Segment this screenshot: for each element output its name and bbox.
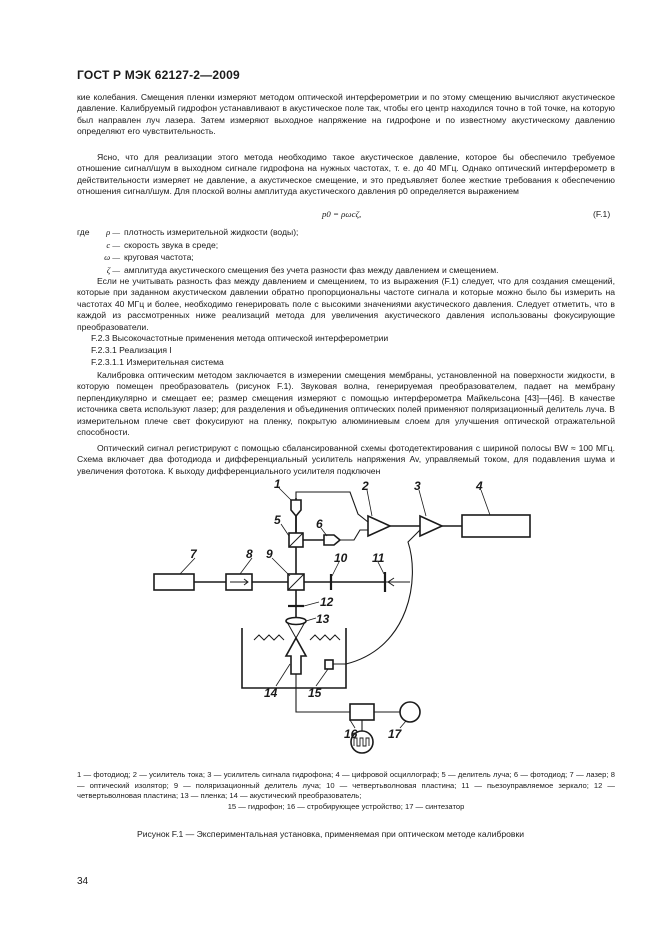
digital-oscilloscope bbox=[462, 515, 530, 537]
strobe-device bbox=[350, 704, 374, 720]
figure-legend-line: 15 — гидрофон; 16 — стробирующее устройство; 17 — синтезатор bbox=[227, 801, 465, 811]
figure-label-7: 7 bbox=[190, 547, 197, 561]
definitions-list bbox=[77, 226, 499, 276]
hydrophone bbox=[325, 660, 333, 669]
heading-f-2-3-1-1: F.2.3.1.1 Измерительная система bbox=[91, 357, 224, 367]
figure-label-4: 4 bbox=[476, 479, 483, 493]
definition-prefix bbox=[77, 264, 100, 277]
figure-label-12: 12 bbox=[320, 595, 334, 609]
experimental-setup-diagram bbox=[150, 478, 550, 770]
definition-row bbox=[77, 251, 499, 264]
definition-prefix bbox=[77, 251, 100, 264]
definition-text: амплитуда акустического смещения без учета разности фаз между давлением и смещением. bbox=[124, 264, 499, 275]
definition-row bbox=[77, 226, 499, 239]
figure-label-5: 5 bbox=[274, 513, 281, 527]
synthesizer bbox=[400, 702, 420, 722]
figure-label-14: 14 bbox=[264, 686, 278, 700]
definition-text: плотность измерительной жидкости (воды); bbox=[124, 227, 299, 237]
definition-prefix: где bbox=[77, 227, 90, 237]
figure-label-11: 11 bbox=[372, 551, 385, 565]
definition-row bbox=[77, 239, 499, 252]
figure-label-13: 13 bbox=[316, 612, 330, 626]
photodiode-1 bbox=[291, 500, 301, 516]
paragraph-4: Калибровка оптическим методом заключается в измерении смещения мембраны, установленной на поверхности жидкости, в которую помещен преобразователь (рисунок F.1). Звуковая волна, генерируемая преобразователем, падает на мембрану перпендикулярно и смещает ее; размер смещения измеряют с помощью интерферометра Майкельсона [43]—[46]. В качестве источника света используют лазер; для разделения и объединения оптических полей применяют поляризационный делитель луча. В измерительном плече свет фокусируют на пленку, покрытую алюминиевым слоем для улучшения оптической отражательной способности. bbox=[77, 370, 615, 438]
paragraph-1: кие колебания. Смещения пленки измеряют методом оптической интерферометрии и по этому смещению вычисляют акустическое давление. Калибруемый гидрофон устанавливают в акустическое поле так, чтобы его центр находился точно в той точке, на которую был направлен луч лазера. Затем измеряют выходное напряжение на гидрофоне и по известному акустическому давлению определяют его чувствительность. bbox=[77, 92, 615, 137]
figure-label-15: 15 bbox=[308, 686, 322, 700]
definition-text: скорость звука в среде; bbox=[124, 239, 219, 250]
figure-label-16: 16 bbox=[344, 727, 358, 741]
definition-symbol: ω — bbox=[104, 252, 120, 263]
paragraph-3: Если не учитывать разность фаз между давлением и смещением, то из выражения (F.1) следует, что для создания смещений, которые при заданном акустическом давлении обратно пропорциональны частоте сигнала и которые можно было бы измерить на частотах 40 МГц и более, необходимо генерировать поле с высокими значениями акустического давления. Следует отметить, что в каждой из рассмотренных ниже реализаций метода для увеличения акустического давления использованы фокусирующие преобразователи. bbox=[77, 276, 615, 332]
figure-label-10: 10 bbox=[334, 551, 348, 565]
figure-legend bbox=[77, 770, 615, 812]
heading-f-2-3-1: F.2.3.1 Реализация I bbox=[91, 345, 172, 355]
acoustic-transducer bbox=[286, 638, 306, 674]
definition-symbol: ρ — bbox=[106, 227, 120, 237]
figure-title: Рисунок F.1 — Экспериментальная установка, применяемая при оптическом методе калибровки bbox=[136, 829, 525, 839]
current-amplifier bbox=[368, 516, 390, 536]
hydrophone-amplifier bbox=[420, 516, 442, 536]
heading-f-2-3: F.2.3 Высокочастотные применения метода оптической интерферометрии bbox=[91, 333, 389, 343]
figure-label-1: 1 bbox=[274, 478, 281, 491]
paragraph-5: Оптический сигнал регистрируют с помощью сбалансированной схемы фотодетектирования с шириной полосы BW ≈ 100 МГц. Схема включает два фотодиода и дифференциальный усилитель напряжения Av, управляемый током, для подавления шума и увеличения фототока. К выходу дифференциального усилителя подключен bbox=[77, 443, 615, 476]
focusing-lens bbox=[286, 618, 306, 625]
definition-prefix bbox=[77, 239, 100, 252]
definition-text: круговая частота; bbox=[124, 252, 194, 263]
laser-box bbox=[154, 574, 194, 590]
definition-row bbox=[77, 264, 499, 277]
figure-label-2: 2 bbox=[362, 479, 369, 493]
paragraph-2: Ясно, что для реализации этого метода необходимо такое акустическое давление, которое бы обеспечило требуемое отношение сигнал/шум в выходном сигнале гидрофона на нужных частотах, т. е. до 40 МГц. Однако оптический интерферометр в действительности измеряет не давление, а акустическое смещение, и это предъявляет более жесткие требования к обеспечению отношения сигнал/шум. Для плоской волны амплитуда акустического давления p0 определяется выражением bbox=[77, 152, 615, 197]
formula: p0 = ρωcζ, bbox=[322, 209, 362, 219]
definition-symbol: ζ — bbox=[106, 264, 120, 275]
photodiode-6 bbox=[324, 535, 340, 545]
figure-label-8: 8 bbox=[246, 547, 253, 561]
figure-legend-line: 1 — фотодиод; 2 — усилитель тока; 3 — усилитель сигнала гидрофона; 4 — цифровой осциллограф; 5 — делитель луча; 6 — фотодиод; 7 — лазер; 8 — оптический изолятор; 9 — поляризационный делитель луча; 10 — четвертьволновая пластина; 11 — пьезоуправляемое зеркало; 12 — четвертьволновая пластина; 13 — пленка; 14 — акустический преобразователь; bbox=[77, 770, 615, 801]
page-number: 34 bbox=[77, 876, 89, 887]
figure-label-9: 9 bbox=[266, 547, 273, 561]
formula-number: (F.1) bbox=[593, 209, 611, 219]
definition-symbol: c — bbox=[106, 239, 120, 250]
figure-label-17: 17 bbox=[388, 727, 402, 741]
document-header: ГОСТ Р МЭК 62127-2—2009 bbox=[77, 68, 240, 82]
figure-label-3: 3 bbox=[414, 479, 421, 493]
figure-label-6: 6 bbox=[316, 517, 323, 531]
